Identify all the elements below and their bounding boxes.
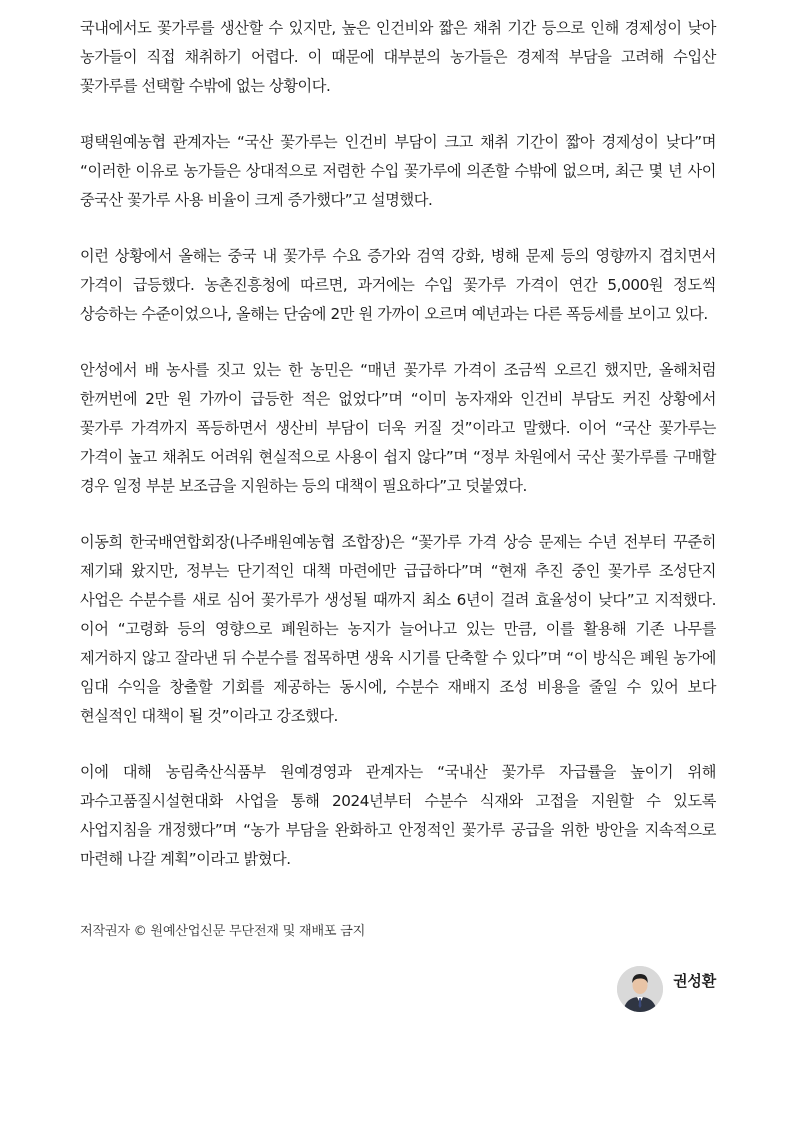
article-paragraph: 이런 상황에서 올해는 중국 내 꽃가루 수요 증가와 검역 강화, 병해 문제 등의 영향까지 겹치면서 가격이 급등했다. 농촌진흥청에 따르면, 과거에는 수입 꽃가루 가격이 연간 5,000원 정도씩 상승하는 수준이었으나, 올해는 단숨에 2만 원 가까이 오르며 예년과는 다른 폭등세를 보이고 있다. <box>80 247 716 323</box>
article-body <box>80 14 716 901</box>
article-paragraph: 평택원예농협 관계자는 “국산 꽃가루는 인건비 부담이 크고 채취 기간이 짧아 경제성이 낮다”며 “이러한 이유로 농가들은 상대적으로 저렴한 수입 꽃가루에 의존할 수밖에 없으며, 최근 몇 년 사이 중국산 꽃가루 사용 비율이 크게 증가했다”고 설명했다. <box>80 133 716 209</box>
article-paragraph: 이에 대해 농림축산식품부 원예경영과 관계자는 “국내산 꽃가루 자급률을 높이기 위해 과수고품질시설현대화 사업을 통해 2024년부터 수분수 식재와 고접을 지원할 수 있도록 사업지침을 개정했다”며 “농가 부담을 완화하고 안정적인 꽃가루 공급을 위한 방안을 지속적으로 마련해 나갈 계획”이라고 밝혔다. <box>80 763 716 868</box>
avatar[interactable] <box>617 966 663 1012</box>
article-paragraph: 국내에서도 꽃가루를 생산할 수 있지만, 높은 인건비와 짧은 채취 기간 등으로 인해 경제성이 낮아 농가들이 직접 채취하기 어렵다. 이 때문에 대부분의 농가들은 경제적 부담을 고려해 수입산 꽃가루를 선택할 수밖에 없는 상황이다. <box>80 19 716 95</box>
author-byline[interactable] <box>617 966 716 1012</box>
article-paragraph: 안성에서 배 농사를 짓고 있는 한 농민은 “매년 꽃가루 가격이 조금씩 오르긴 했지만, 올해처럼 한꺼번에 2만 원 가까이 급등한 적은 없었다”며 “이미 농자재와 인건비 부담도 커진 상황에서 꽃가루 가격까지 폭등하면서 생산비 부담이 더욱 커질 것”이라고 말했다. 이어 “국산 꽃가루는 가격이 높고 채취도 어려워 현실적으로 사용이 쉽지 않다”며 “정부 차원에서 국산 꽃가루를 구매할 경우 일정 부분 보조금을 지원하는 등의 대책이 필요하다”고 덧붙였다. <box>80 361 716 495</box>
article-paragraph: 이동희 한국배연합회장(나주배원예농협 조합장)은 “꽃가루 가격 상승 문제는 수년 전부터 꾸준히 제기돼 왔지만, 정부는 단기적인 대책 마련에만 급급하다”며 “현재 추진 중인 꽃가루 조성단지 사업은 수분수를 새로 심어 꽃가루가 생성될 때까지 최소 6년이 걸려 효율성이 낮다”고 지적했다. 이어 “고령화 등의 영향으로 폐원하는 농지가 늘어나고 있는 만큼, 이를 활용해 기존 나무를 제거하지 않고 잘라낸 뒤 수분수를 접목하면 생육 시기를 단축할 수 있다”며 “이 방식은 폐원 농가에 임대 수익을 창출할 기회를 제공하는 동시에, 수분수 재배지 조성 비용을 줄일 수 있어 보다 현실적인 대책이 될 것”이라고 강조했다. <box>80 533 716 725</box>
reporter-photo-icon <box>617 966 663 1012</box>
author-name[interactable]: 권성환 <box>673 971 716 990</box>
copyright-notice: 저작권자 © 원예산업신문 무단전재 및 재배포 금지 <box>80 924 366 939</box>
